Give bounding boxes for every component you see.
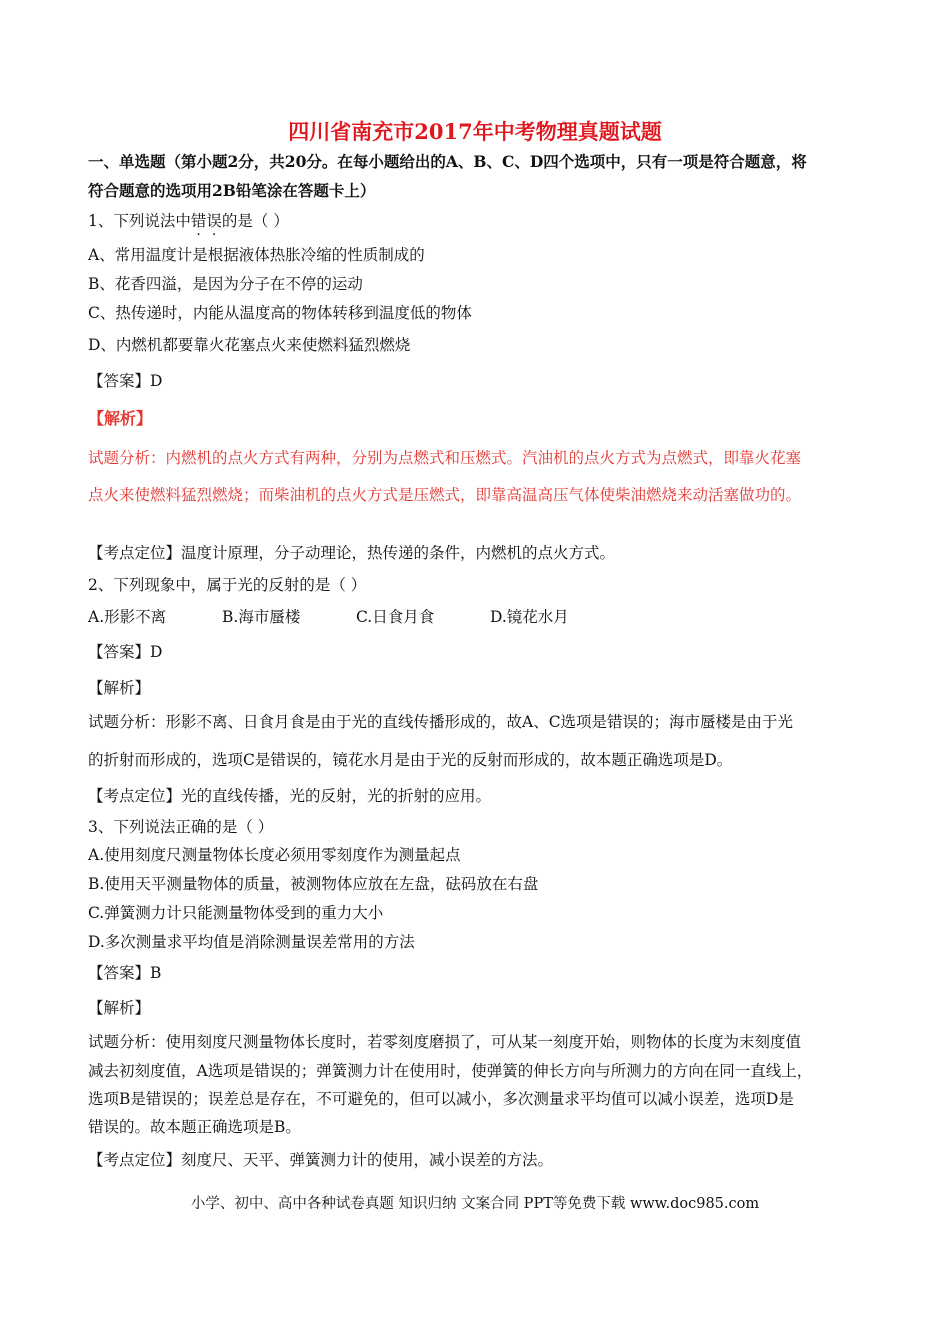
section-heading-line-2: 符合题意的选项用2B铅笔涂在答题卡上） [88, 181, 376, 200]
q3-option-b: B.使用天平测量物体的质量，被测物体应放在左盘，砝码放在右盘 [88, 875, 539, 893]
q3-analysis-line-3: 选项B是错误的；误差总是存在，不可避免的，但可以减小，多次测量求平均值可以减小误差，选项D是 [88, 1090, 794, 1108]
q2-stem: 2、下列现象中，属于光的反射的是（ ） [88, 576, 367, 594]
q2-answer: 【答案】D [88, 643, 163, 661]
q3-analysis-line-4: 错误的。故本题正确选项是B。 [88, 1118, 301, 1136]
q3-key-points: 【考点定位】刻度尺、天平、弹簧测力计的使用，减小误差的方法。 [88, 1151, 554, 1169]
q1-analysis-line-1: 试题分析：内燃机的点火方式有两种，分别为点燃式和压燃式。汽油机的点火方式为点燃式，即靠火花塞 [88, 449, 802, 467]
q3-option-d: D.多次测量求平均值是消除测量误差常用的方法 [88, 933, 415, 951]
q3-option-c: C.弹簧测力计只能测量物体受到的重力大小 [88, 904, 384, 922]
q2-options [88, 607, 624, 627]
q2-option-d: D.镜花水月 [490, 608, 569, 626]
q2-analysis-heading: 【解析】 [88, 679, 151, 697]
q3-analysis-heading: 【解析】 [88, 999, 151, 1017]
q2-analysis-line-2: 的折射而形成的，选项C是错误的，镜花水月是由于光的反射而形成的，故本题正确选项是D。 [88, 751, 733, 769]
q2-option-b: B.海市蜃楼 [222, 608, 301, 626]
q1-stem-emphasis-2: 误 [206, 212, 222, 230]
q1-answer: 【答案】D [88, 372, 163, 390]
q1-stem-emphasis-1: 错 [190, 212, 207, 230]
page-footer: 小学、初中、高中各种试卷真题 知识归纳 文案合同 PPT等免费下载 www.doc985.com [190, 1196, 760, 1212]
q1-key-points: 【考点定位】温度计原理，分子动理论，热传递的条件，内燃机的点火方式。 [88, 544, 616, 562]
q3-option-a: A.使用刻度尺测量物体长度必须用零刻度作为测量起点 [88, 846, 461, 864]
q2-analysis-line-1: 试题分析：形影不离、日食月食是由于光的直线传播形成的，故A、C选项是错误的；海市蜃楼是由于光 [88, 713, 794, 731]
q3-analysis-line-2: 减去初刻度值，A选项是错误的；弹簧测力计在使用时，使弹簧的伸长方向与所测力的方向在同一直线上， [88, 1062, 813, 1080]
q1-stem-text: 1、下列说法中 [88, 212, 191, 230]
q1-option-a: A、常用温度计是根据液体热胀冷缩的性质制成的 [88, 246, 425, 264]
q1-stem [88, 211, 289, 231]
q3-answer: 【答案】B [88, 964, 162, 982]
q2-option-c: C.日食月食 [356, 608, 435, 626]
q1-analysis-line-2: 点火来使燃料猛烈燃烧；而柴油机的点火方式是压燃式，即靠高温高压气体使柴油燃烧来动活塞做功的。 [88, 486, 802, 504]
q1-option-d: D、内燃机都要靠火花塞点火来使燃料猛烈燃烧 [88, 336, 411, 354]
page-title: 四川省南充市2017年中考物理真题试题 [288, 119, 662, 144]
q2-key-points: 【考点定位】光的直线传播，光的反射，光的折射的应用。 [88, 787, 492, 805]
section-heading-line-1: 一、单选题（第小题2分，共20分。在每小题给出的A、B、C、D四个选项中，只有一项是符合题意，将 [88, 152, 807, 171]
q3-analysis-line-1: 试题分析：使用刻度尺测量物体长度时，若零刻度磨损了，可从某一刻度开始，则物体的长度为末刻度值 [88, 1033, 802, 1051]
q1-option-b: B、花香四溢，是因为分子在不停的运动 [88, 275, 363, 293]
q2-option-a: A.形影不离 [88, 608, 167, 626]
q1-analysis-heading: 【解析】 [88, 409, 153, 428]
q1-stem-tail: 的是（ ） [221, 212, 289, 230]
q3-stem: 3、下列说法正确的是（ ） [88, 818, 274, 836]
q1-option-c: C、热传递时，内能从温度高的物体转移到温度低的物体 [88, 304, 472, 322]
